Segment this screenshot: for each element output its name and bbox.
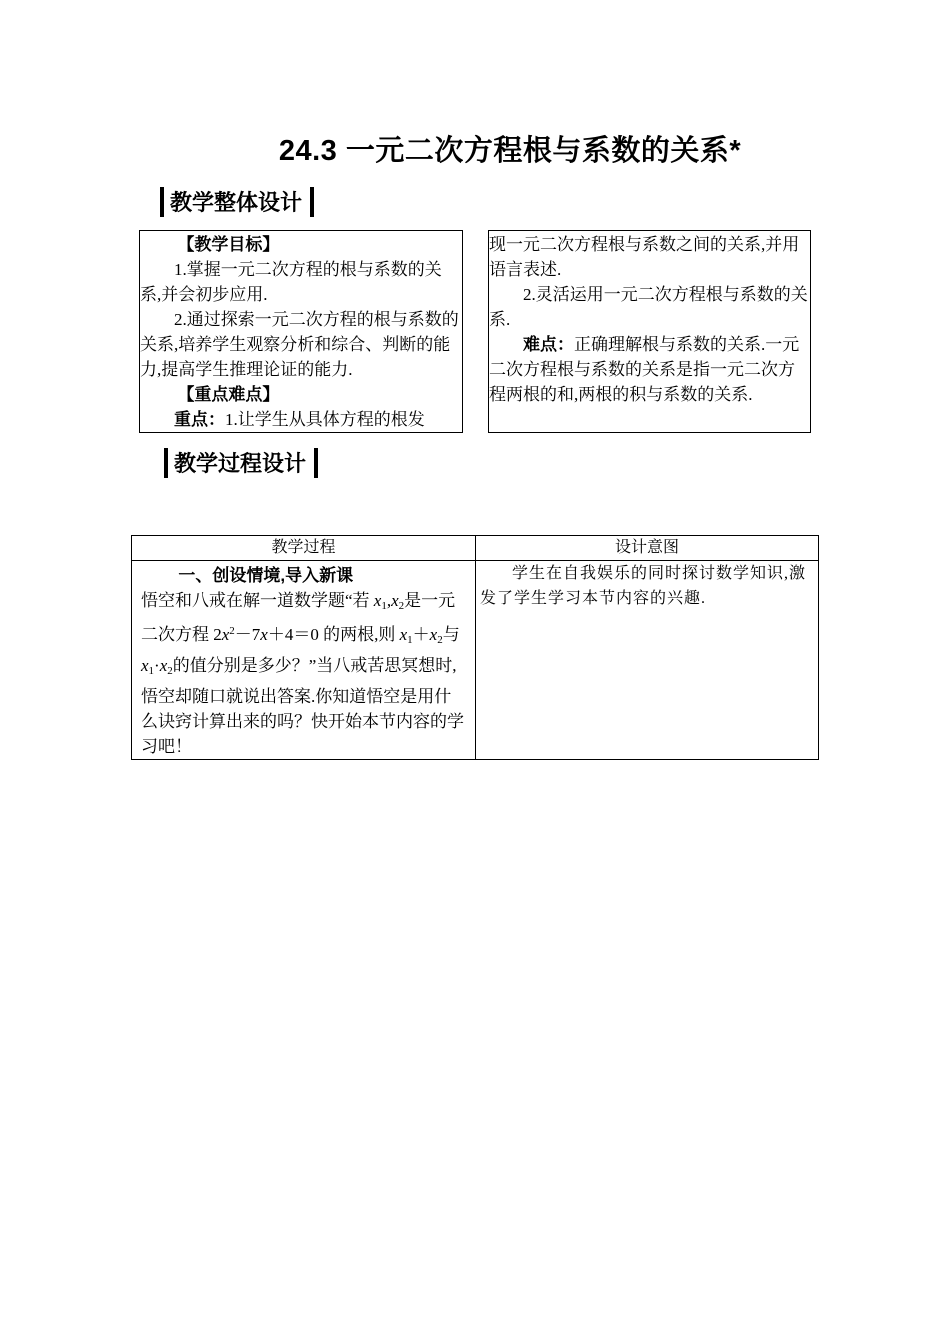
header-teaching-process: 教学过程: [132, 536, 476, 561]
section-heading-overall-design: [160, 186, 314, 217]
heading-bar-left: [164, 448, 168, 478]
goal-heading: 【教学目标】: [177, 235, 280, 254]
heading-bar-right: [314, 448, 318, 478]
heading-bar-right: [310, 187, 314, 217]
difficulty-label: 难点：: [523, 335, 574, 354]
key-text-start: 1.让学生从具体方程的根发: [225, 410, 425, 429]
heading-bar-left: [160, 187, 164, 217]
key-text-continued: 现一元二次方程根与系数之间的关系,并用语言表述.: [489, 235, 800, 279]
design-intent-text: 学生在自我娱乐的同时探讨数学知识,激发了学生学习本节内容的兴趣.: [480, 565, 807, 607]
objectives-box-left: [139, 230, 463, 433]
key-point-start: [140, 407, 462, 432]
teaching-process-table: [131, 535, 819, 760]
table-header-row: [132, 536, 819, 561]
difficulty: [489, 332, 810, 407]
step-body: 悟空和八戒在解一道数学题“若 $x_1,x_2$是一元二次方程 $2x^2-7x+4=0$ 的两根,则 $x_1+x_2$与 $x_1\cdot x_2$的值分别是多少？”当八戒苦思冥想时,悟空却随口就说出答案.你知道悟空是用什么诀窍计算出来的吗？快开始本节内容的学习吧！: [141, 591, 464, 756]
intent-cell: [476, 561, 819, 760]
section-heading-process-design: [164, 447, 318, 478]
key-label: 重点：: [174, 410, 225, 429]
page-title: 24.3 一元二次方程根与系数的关系*: [278, 135, 742, 167]
table-row: [132, 561, 819, 760]
step-title: 一、创设情境,导入新课: [178, 566, 354, 585]
section-heading-text: 教学整体设计: [170, 190, 303, 215]
key-heading: 【重点难点】: [177, 385, 280, 404]
difficulty-text: 正确理解根与系数的关系.一元二次方程根与系数的关系是指一元二次方程两根的和,两根的积与系数的关系.: [489, 335, 800, 404]
header-design-intent: 设计意图: [476, 536, 819, 561]
goal-2: 2.通过探索一元二次方程的根与系数的关系,培养学生观察分析和综合、判断的能力,提高学生推理论证的能力.: [140, 310, 459, 379]
key-point-2: 2.灵活运用一元二次方程根与系数的关系.: [489, 285, 808, 329]
objectives-box-right: [488, 230, 811, 433]
section-heading-text: 教学过程设计: [174, 451, 307, 476]
goal-1: 1.掌握一元二次方程的根与系数的关系,并会初步应用.: [140, 260, 442, 304]
process-cell: [132, 561, 476, 760]
